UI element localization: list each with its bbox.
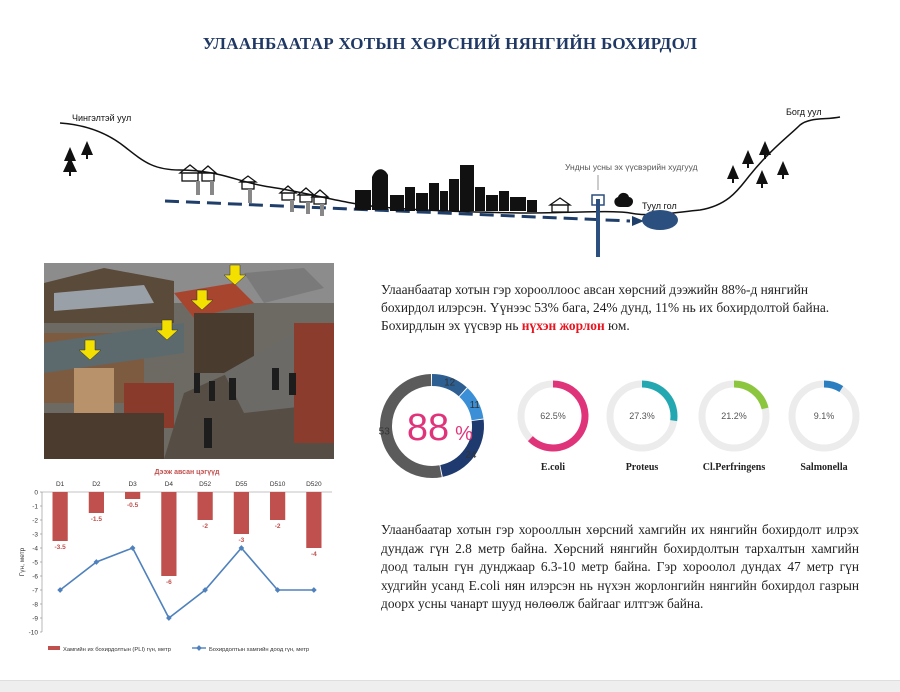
donut-segment-label: 53: [378, 426, 390, 438]
bar-data-label: -3: [238, 537, 245, 544]
donut-center-unit: %: [455, 423, 473, 445]
summary-paragraph: [381, 281, 859, 335]
summary-line-2: бохирдол илэрсэн. Үүнээс 53% бага, 24% дунд, 11% нь их бохирдолтой байна.: [381, 300, 830, 315]
landscape-cross-section: [50, 95, 870, 270]
legend-line-label: Бохирдолтын хамгийн доод гүн, метр: [209, 647, 310, 653]
bar-data-label: -1.5: [90, 516, 102, 523]
donut-value-label: 27.3%: [629, 411, 655, 421]
label-water-source: Ундны усны эх үүсвэрийн худгууд: [565, 162, 698, 172]
label-left-mountain: Чингэлтэй уул: [72, 113, 132, 123]
page-title: УЛААНБААТАР ХОТЫН ХӨРСНИЙ НЯНГИЙН БОХИРДОЛ: [202, 34, 698, 53]
bacteria-name: E.coli: [540, 462, 566, 473]
label-river: Туул гол: [642, 201, 677, 211]
depth-combo-chart: [16, 462, 341, 662]
bacteria-donut-perfringens: [686, 376, 782, 486]
donut-segment-label: 12: [444, 377, 456, 389]
donut-segment-label: 24: [465, 450, 477, 462]
bacteria-name: Cl.Perfringens: [702, 462, 766, 473]
y-tick-label: -6: [32, 573, 38, 581]
bacteria-donut-ecoli: [505, 376, 601, 486]
category-label: D1: [55, 481, 65, 488]
well-icon: [596, 199, 600, 257]
donut-segment-label: 11: [469, 400, 480, 412]
highlight-source: нүхэн жорлон: [521, 318, 605, 333]
category-label: D3: [128, 481, 137, 488]
line-series: [60, 548, 314, 618]
line-point: [311, 587, 317, 593]
bar: [198, 492, 213, 520]
bar: [125, 492, 140, 499]
y-axis-label: Гүн, метр: [19, 547, 26, 577]
donut-value-arc: [824, 384, 841, 389]
summary-line-3: Бохирдлын эх үүсвэр нь нүхэн жорлон юм.: [381, 318, 630, 333]
y-tick-label: -8: [32, 601, 38, 609]
tree-icon: [63, 141, 93, 176]
chart-title: Дээж авсан цэгүүд: [154, 469, 220, 476]
y-tick-label: -7: [32, 587, 38, 595]
bar: [270, 492, 285, 520]
donut-value-label: 21.2%: [721, 411, 747, 421]
legend-bar-swatch: [48, 646, 60, 650]
y-tick-label: -4: [32, 545, 38, 553]
bacteria-name: Proteus: [625, 462, 659, 473]
category-label: D2: [92, 481, 101, 488]
bar-data-label: -3.5: [54, 544, 66, 551]
donut-value-label: 62.5%: [540, 411, 566, 421]
legend-bar-label: Хамгийн их бохирдолтын (PLI) гүн, метр: [63, 647, 171, 653]
bacteria-donut-proteus: [594, 376, 690, 486]
summary-line-1: Улаанбаатар хотын гэр хорооллоос авсан хөрсний дээжийн 88%-д нянгийн: [381, 282, 809, 297]
donut-value-arc: [734, 384, 765, 408]
footer-strip: [0, 680, 900, 692]
bacteria-name: Salmonella: [800, 462, 848, 473]
bar-data-label: -0.5: [127, 502, 139, 509]
bar: [89, 492, 104, 513]
ger-district-photo: [44, 263, 334, 459]
bar-data-label: -2: [202, 523, 209, 530]
category-label: D55: [235, 481, 248, 488]
donut-value-label: 9.1%: [813, 411, 835, 421]
y-tick-label: -10: [28, 629, 38, 637]
category-label: D520: [306, 481, 322, 488]
bar-data-label: -2: [274, 523, 281, 530]
depth-paragraph: Улаанбаатар хотын гэр хорооллын хөрсний хамгийн их нянгийн бохирдолт илрэх дундаж гүн 2.8 метр байна. Хөрсний нянгийн бохирдолтын тархалтын хамгийн доод талын гүн дунджаар 6.3-10 метр байна. Гэр хороолол дундах 47 метр гүн худгийн усанд E.coli нян илэрсэн нь нүхэн жорлонгийн нянгийн бохирдол газрын доорх усны чанарт шууд нөлөөлж байгааг илтгэж байна.: [381, 522, 859, 611]
bar: [53, 492, 68, 541]
donut-center-value: 88: [406, 407, 450, 449]
line-point: [130, 545, 136, 551]
bacteria-donut-salmonella: [776, 376, 872, 486]
bar: [306, 492, 321, 548]
y-tick-label: -9: [32, 615, 38, 623]
y-tick-label: -5: [32, 559, 38, 567]
river-tree-icon: [614, 193, 633, 207]
category-label: D510: [269, 481, 286, 488]
river-icon: [642, 210, 678, 230]
bar-data-label: -4: [310, 551, 317, 558]
category-label: D52: [199, 481, 212, 488]
label-right-mountain: Богд уул: [786, 107, 822, 117]
bar: [161, 492, 176, 576]
city-skyline-icon: [355, 165, 537, 212]
y-tick-label: -1: [32, 503, 38, 511]
y-tick-label: 0: [34, 489, 38, 497]
bar-data-label: -6: [165, 579, 172, 586]
legend-line-marker: [196, 645, 202, 651]
y-tick-label: -3: [32, 531, 38, 539]
bar: [234, 492, 249, 534]
y-tick-label: -2: [32, 517, 38, 525]
category-label: D4: [164, 481, 174, 488]
main-donut-chart: [370, 368, 495, 480]
